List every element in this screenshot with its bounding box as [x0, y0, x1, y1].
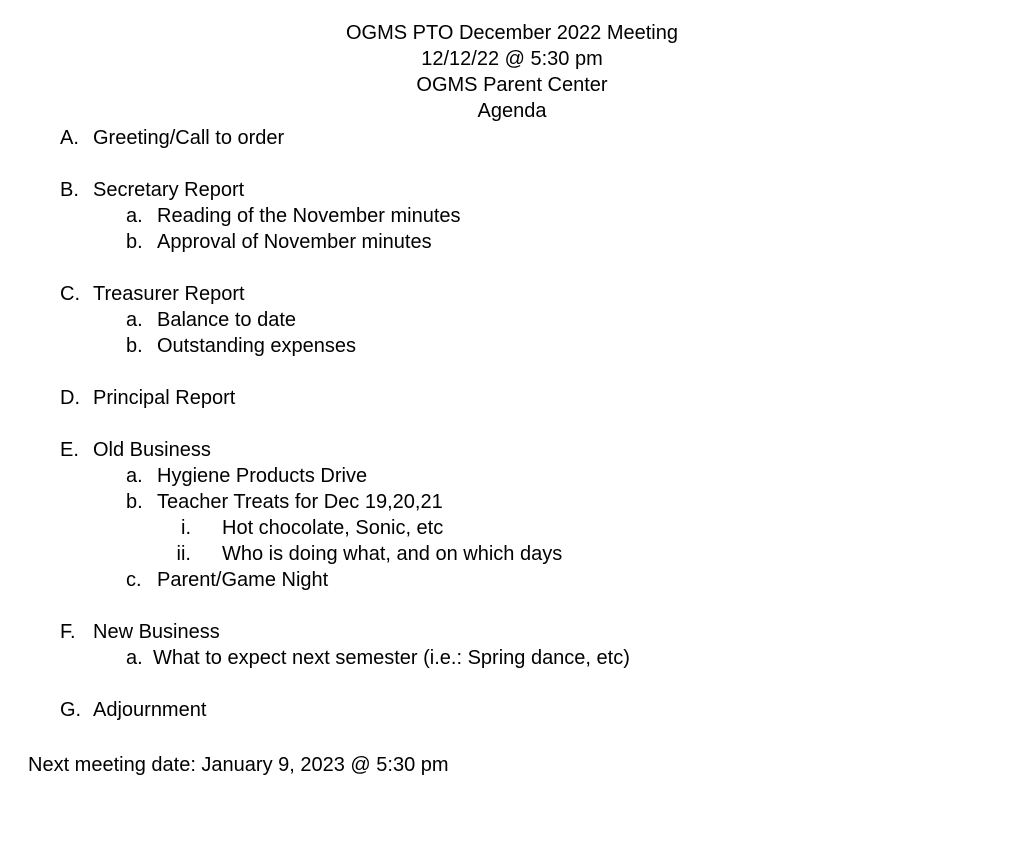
list-marker: a.	[126, 647, 143, 669]
agenda-subitem-text: Reading of the November minutes	[157, 205, 461, 227]
agenda-item-b	[0, 177, 1024, 203]
spacer	[0, 255, 1024, 281]
agenda-subsubitem-e-b-ii	[0, 541, 1024, 567]
meeting-datetime: 12/12/22 @ 5:30 pm	[421, 48, 603, 70]
list-marker: b.	[126, 491, 143, 513]
agenda-heading: Agenda	[477, 100, 547, 122]
agenda-subitem-text: Teacher Treats for Dec 19,20,21	[157, 491, 443, 513]
meeting-title: OGMS PTO December 2022 Meeting	[346, 22, 678, 44]
agenda-item-text: Adjournment	[93, 699, 207, 721]
agenda-subitem-c-a	[0, 307, 1024, 333]
agenda-subitem-b-a	[0, 203, 1024, 229]
agenda-subitem-text: Outstanding expenses	[157, 335, 357, 357]
list-marker: i.	[181, 517, 191, 539]
agenda-item-g	[0, 697, 1024, 723]
agenda-subitem-e-c	[0, 567, 1024, 593]
agenda-subitem-b-b	[0, 229, 1024, 255]
list-marker: G.	[60, 699, 82, 721]
list-marker: b.	[126, 335, 143, 357]
list-marker: D.	[60, 387, 80, 409]
next-meeting-note: Next meeting date: January 9, 2023 @ 5:30 pm	[28, 754, 449, 776]
agenda-subitem-e-a	[0, 463, 1024, 489]
list-marker: B.	[60, 179, 79, 201]
agenda-subsubitem-text: Hot chocolate, Sonic, etc	[222, 517, 444, 539]
agenda-item-d	[0, 385, 1024, 411]
list-marker: ii.	[176, 543, 191, 565]
document-header	[0, 20, 1024, 124]
list-marker: C.	[60, 283, 80, 305]
agenda-subsubitem-text: Who is doing what, and on which days	[222, 543, 563, 565]
list-marker: b.	[126, 231, 143, 253]
agenda-subitem-text: Balance to date	[157, 309, 296, 331]
agenda-subitem-c-b	[0, 333, 1024, 359]
spacer	[0, 359, 1024, 385]
agenda-item-c	[0, 281, 1024, 307]
list-marker: a.	[126, 205, 143, 227]
agenda-subitem-f-a	[0, 645, 1024, 671]
agenda-subitem-text: Hygiene Products Drive	[157, 465, 368, 487]
list-marker: E.	[60, 439, 79, 461]
spacer	[0, 593, 1024, 619]
agenda-list	[0, 125, 1024, 723]
agenda-item-text: Principal Report	[93, 387, 236, 409]
agenda-subitem-text: Approval of November minutes	[157, 231, 432, 253]
list-marker: c.	[126, 569, 142, 591]
list-marker: F.	[60, 621, 76, 643]
agenda-item-text: Greeting/Call to order	[93, 127, 285, 149]
agenda-item-text: New Business	[93, 621, 220, 643]
agenda-item-f	[0, 619, 1024, 645]
agenda-item-text: Secretary Report	[93, 179, 245, 201]
spacer	[0, 411, 1024, 437]
spacer	[0, 671, 1024, 697]
spacer	[0, 151, 1024, 177]
agenda-subitem-text: What to expect next semester (i.e.: Spring dance, etc)	[153, 647, 630, 669]
agenda-subsubitem-e-b-i	[0, 515, 1024, 541]
agenda-subitem-text: Parent/Game Night	[157, 569, 329, 591]
agenda-item-a	[0, 125, 1024, 151]
list-marker: a.	[126, 309, 143, 331]
meeting-location: OGMS Parent Center	[416, 74, 608, 96]
agenda-subitem-e-b	[0, 489, 1024, 515]
list-marker: a.	[126, 465, 143, 487]
agenda-item-e	[0, 437, 1024, 463]
list-marker: A.	[60, 127, 79, 149]
agenda-item-text: Treasurer Report	[93, 283, 245, 305]
agenda-item-text: Old Business	[93, 439, 211, 461]
